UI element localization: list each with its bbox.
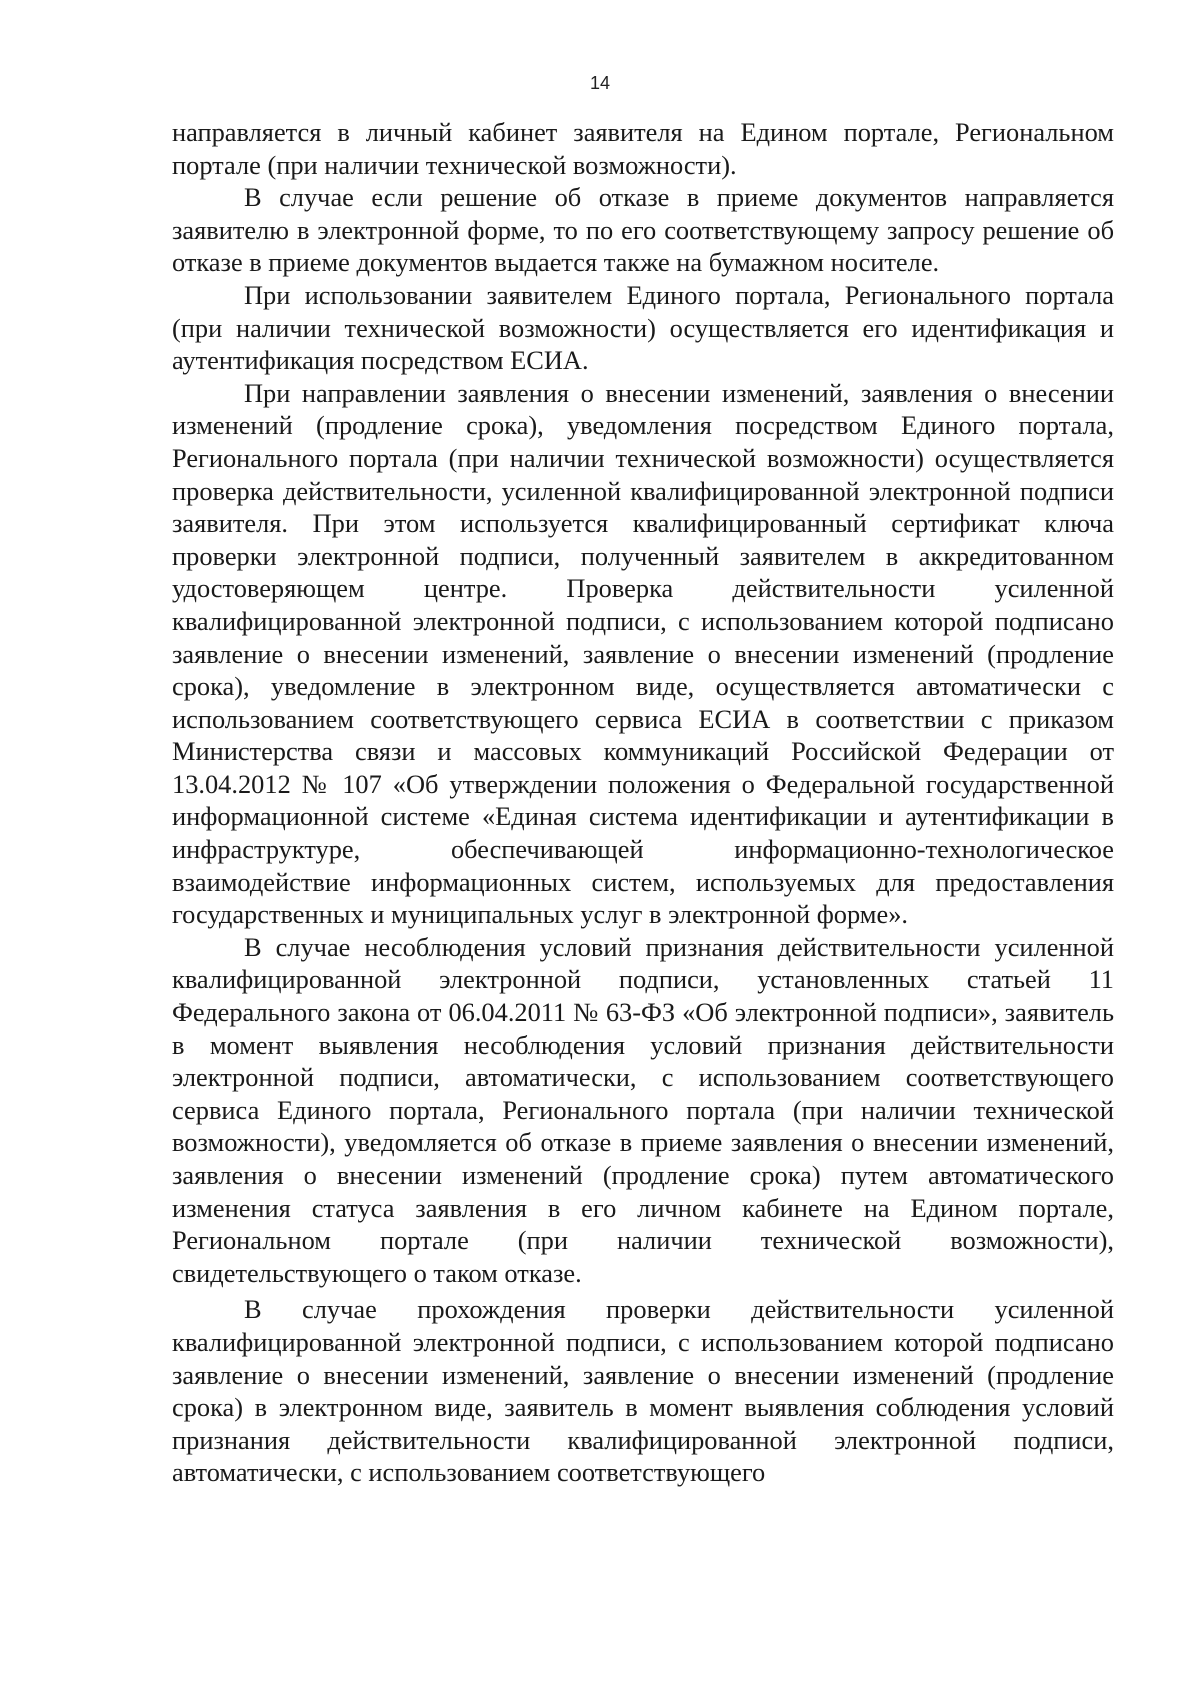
paragraph-continuation: направляется в личный кабинет заявителя на Едином портале, Региональном портале (при наличии технической возможности).	[172, 117, 1114, 180]
paragraph-esia-identification: При использовании заявителем Единого портала, Регионального портала (при наличии технической возможности) осуществляется его идентификация и аутентификация посредством ЕСИА.	[172, 279, 1114, 376]
paragraph-refusal-electronic-form: В случае если решение об отказе в приеме документов направляется заявителю в электронной форме, то по его соответствующему запросу решение об отказе в приеме документов выдается также на бумажном носителе.	[172, 182, 1114, 278]
paragraph-signature-verification: При направлении заявления о внесении изменений, заявления о внесении изменений (продление срока), уведомления посредством Единого портала, Регионального портала (при наличии технической возможности) осуществляется проверка действительности, усиленной квалифицированной электронной подписи заявителя. При этом используется квалифицированный сертификат ключа проверки электронной подписи, полученный заявителем в аккредитованном удостоверяющем центре. Проверка действительности усиленной квалифицированной электронной подписи, с использованием которой подписано заявление о внесении изменений, заявление о внесении изменений (продление срока), уведомление в электронном виде, осуществляется автоматически с использованием соответствующего сервиса ЕСИА в соответствии с приказом Министерства связи и массовых коммуникаций Российской Федерации от 13.04.2012 № 107 «Об утверждении положения о Федеральной государственной информационной системе «Единая система идентификации и аутентификации в инфраструктуре, обеспечивающей информационно-технологическое взаимодействие информационных систем, используемых для предоставления государственных и муниципальных услуг в электронной форме».	[172, 377, 1114, 930]
page-number: 14	[589, 73, 611, 93]
document-body	[172, 116, 1114, 1489]
paragraph-signature-noncompliance: В случае несоблюдения условий признания действительности усиленной квалифицированной электронной подписи, установленных статьей 11 Федерального закона от 06.04.2011 № 63-ФЗ «Об электронной подписи», заявитель в момент выявления несоблюдения условий признания действительности электронной подписи, автоматически, с использованием соответствующего сервиса Единого портала, Регионального портала (при наличии технической возможности), уведомляется об отказе в приеме заявления о внесении изменений, заявления о внесении изменений (продление срока) путем автоматического изменения статуса заявления в его личном кабинете на Едином портале, Региональном портале (при наличии технической возможности), свидетельствующего о таком отказе.	[172, 931, 1114, 1288]
paragraph-signature-passed: В случае прохождения проверки действительности усиленной квалифицированной электронной подписи, с использованием которой подписано заявление о внесении изменений, заявление о внесении изменений (продление срока) в электронном виде, заявитель в момент выявления соблюдения условий признания действительности квалифицированной электронной подписи, автоматически, с использованием соответствующего	[172, 1294, 1114, 1488]
